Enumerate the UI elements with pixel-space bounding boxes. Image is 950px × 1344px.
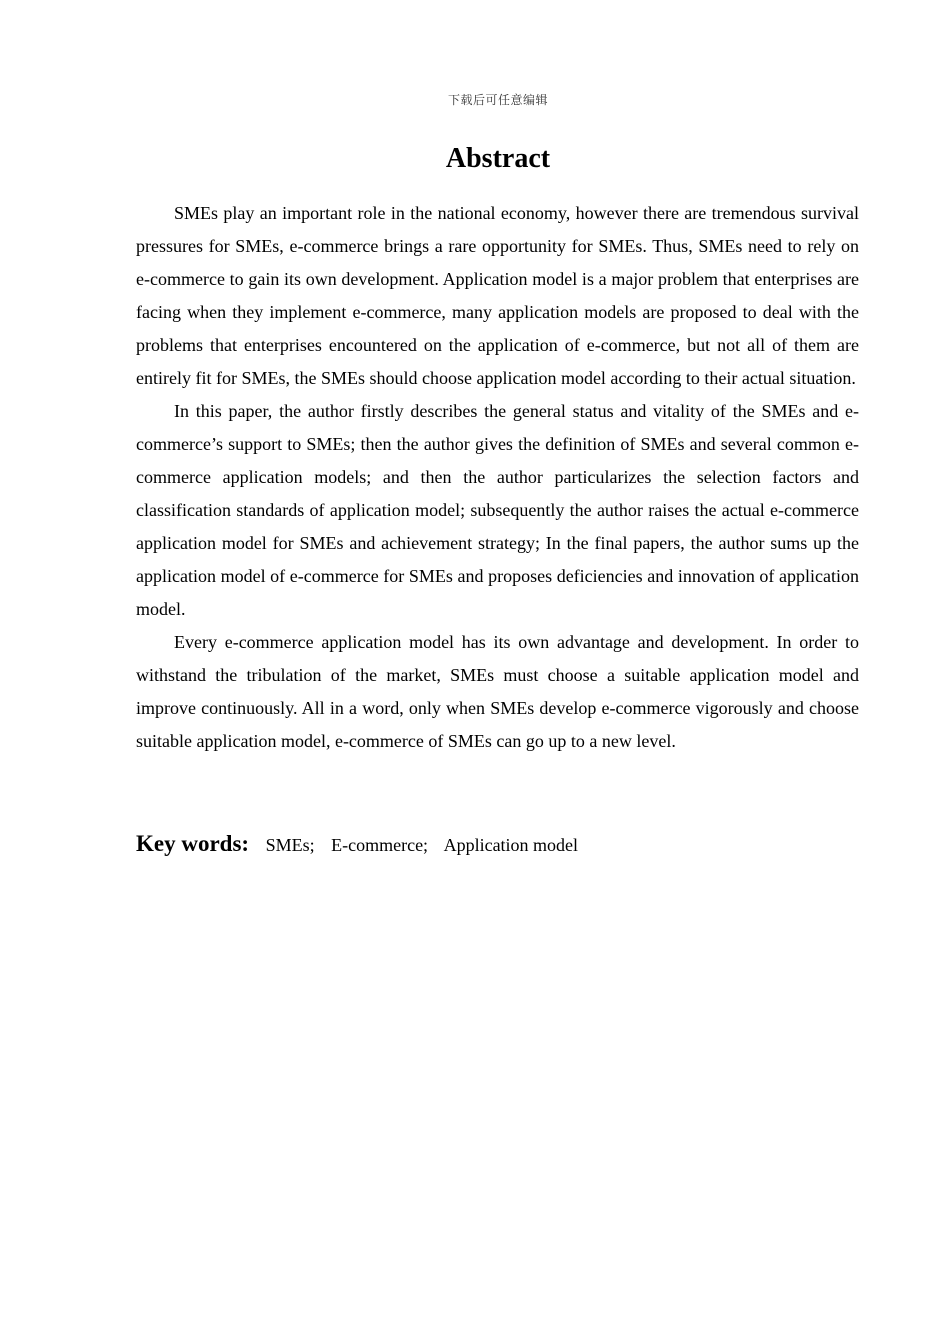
page-title: Abstract — [445, 143, 551, 174]
keywords-label: Key words: — [136, 831, 250, 856]
keyword-item: Application model — [443, 835, 579, 855]
abstract-body — [136, 197, 859, 758]
keyword-item: E-commerce; — [331, 835, 429, 855]
abstract-paragraph-1: SMEs play an important role in the national economy, however there are tremendous survival pressures for SMEs, e-commerce brings a rare opportunity for SMEs. Thus, SMEs need to rely on e-commerce to gain its own development. Application model is a major problem that enterprises are facing when they implement e-commerce, many application models are proposed to deal with the problems that enterprises encountered on the application of e-commerce, but not all of them are entirely fit for SMEs, the SMEs should choose application model according to their actual situation. — [136, 203, 859, 388]
abstract-paragraph-3: Every e-commerce application model has its own advantage and development. In order to withstand the tribulation of the market, SMEs must choose a suitable application model and improve continuously. All in a word, only when SMEs develop e-commerce vigorously and choose suitable application model, e-commerce of SMEs can go up to a new level. — [136, 632, 859, 751]
keywords-line — [136, 827, 859, 862]
keyword-item: SMEs; — [265, 835, 315, 855]
abstract-paragraph-2: In this paper, the author firstly describes the general status and vitality of the SMEs and e-commerce’s support to SMEs; then the author gives the definition of SMEs and several common e-commerce application models; and then the author particularizes the selection factors and classification standards of application model; subsequently the author raises the actual e-commerce application model for SMEs and achievement strategy; In the final papers, the author sums up the application model of e-commerce for SMEs and proposes deficiencies and innovation of application model. — [136, 401, 859, 619]
header-note: 下载后可任意编辑 — [447, 93, 548, 107]
